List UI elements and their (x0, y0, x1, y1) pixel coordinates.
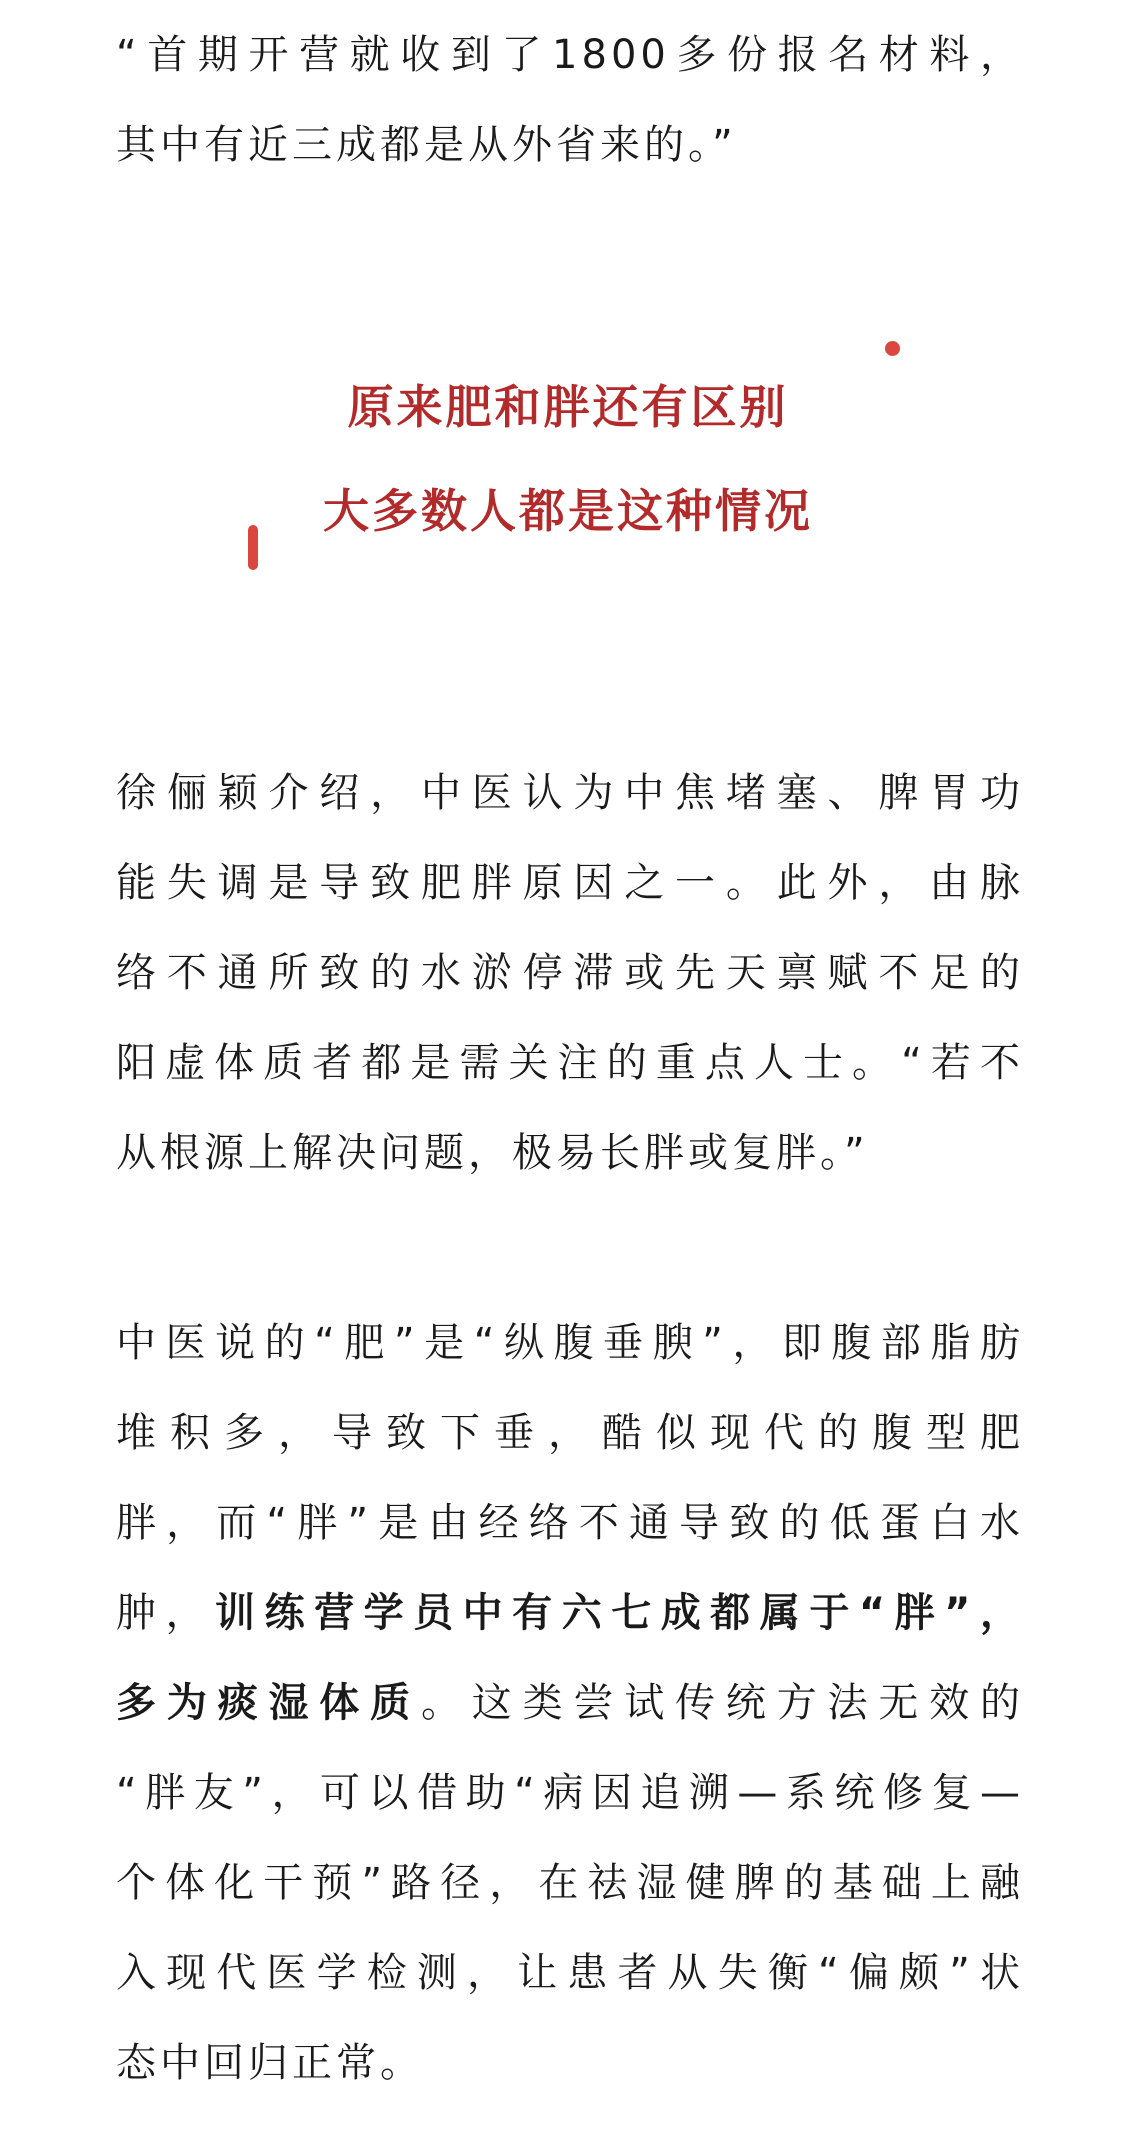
paragraph-line: 能失调是导致肥胖原因之一。此外，由脉 (116, 860, 1024, 906)
paragraph-line: 阳虚体质者都是需关注的重点人士。“若不 (116, 1040, 1024, 1086)
paragraph-line (116, 1568, 1024, 1658)
paragraph-line: 其中有近三成都是从外省来的。” (116, 122, 737, 168)
intro-quote-paragraph (116, 10, 1024, 190)
paragraph-line: 堆积多，导致下垂，酷似现代的腹型肥 (116, 1410, 1024, 1456)
emphasis-text: 多为痰湿体质 (116, 1680, 421, 1726)
section-heading-line-1: 原来肥和胖还有区别 (347, 380, 789, 434)
decorative-dot (885, 341, 900, 356)
body-paragraph-2 (116, 1298, 1024, 2108)
paragraph-line: 入现代医学检测，让患者从失衡“偏颇”状 (116, 1950, 1024, 1996)
paragraph-line: 个体化干预”路径，在祛湿健脾的基础上融 (116, 1860, 1024, 1906)
paragraph-line: 徐俪颖介绍，中医认为中焦堵塞、脾胃功 (116, 770, 1024, 816)
paragraph-line (116, 1658, 1024, 1748)
section-heading-line-2: 大多数人都是这种情况 (323, 484, 813, 538)
section-heading (0, 355, 1136, 563)
paragraph-line: “胖友”，可以借助“病因追溯—系统修复— (116, 1770, 1024, 1816)
paragraph-line: 胖，而“胖”是由经络不通导致的低蛋白水 (116, 1500, 1024, 1546)
paragraph-line: “首期开营就收到了1800多份报名材料， (116, 32, 1024, 78)
decorative-bar (248, 525, 258, 570)
body-paragraph-1 (116, 748, 1024, 1198)
plain-text: 肿， (116, 1590, 216, 1636)
plain-text: 。这类尝试传统方法无效的 (420, 1680, 1025, 1726)
paragraph-line: 态中回归正常。 (116, 2040, 424, 2086)
paragraph-line: 络不通所致的水淤停滞或先天禀赋不足的 (116, 950, 1024, 996)
emphasis-text: 训练营学员中有六七成都属于“胖”， (215, 1590, 1024, 1636)
paragraph-line: 从根源上解决问题，极易长胖或复胖。” (116, 1130, 869, 1176)
paragraph-line: 中医说的“肥”是“纵腹垂腴”，即腹部脂肪 (116, 1320, 1024, 1366)
